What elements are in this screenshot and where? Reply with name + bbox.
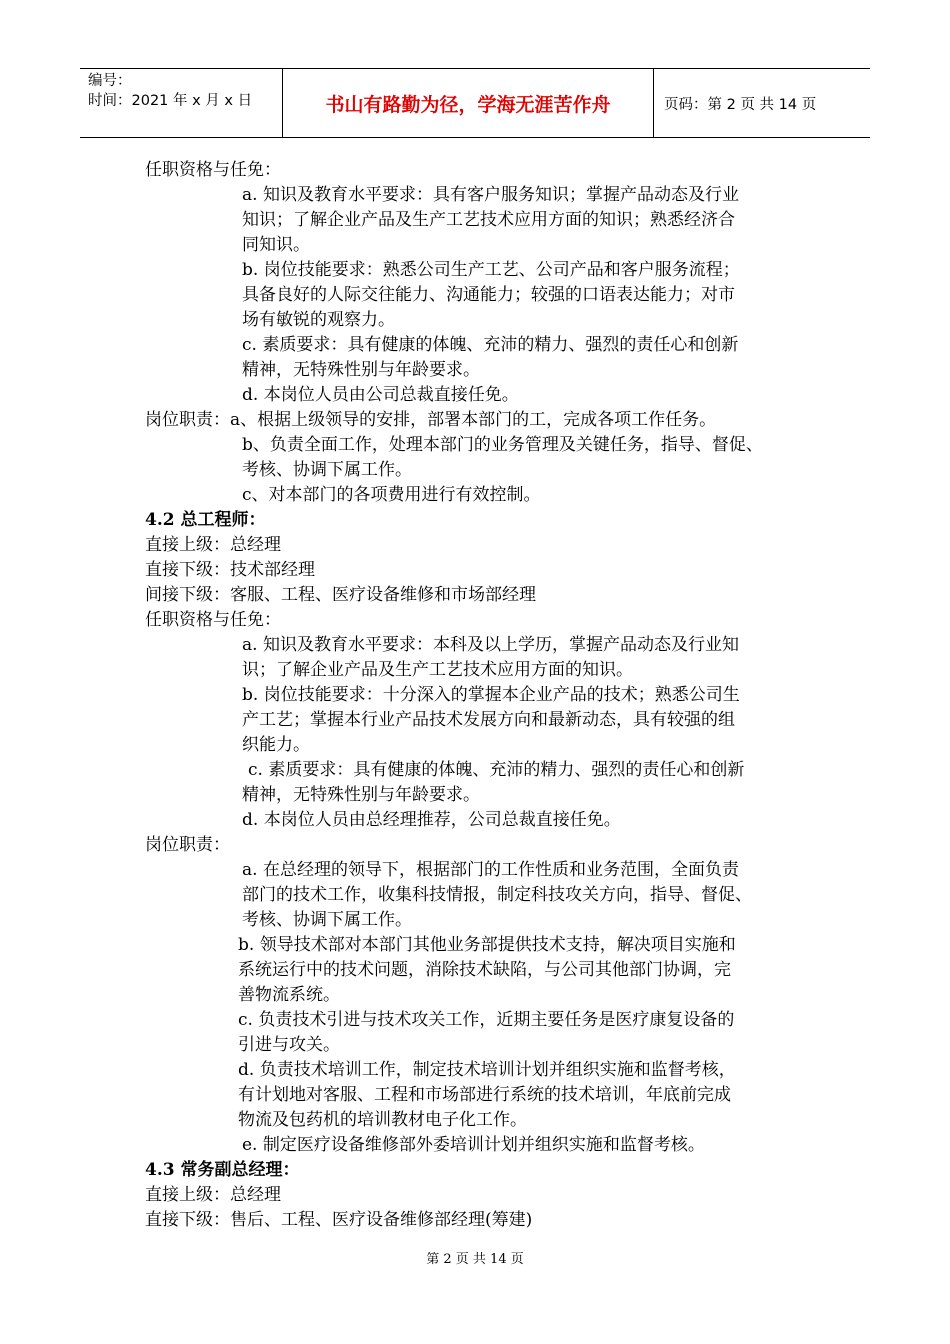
- body-line: 善物流系统。: [238, 985, 340, 1005]
- body-line: 直接上级：总经理: [145, 535, 281, 555]
- body-line: 精神，无特殊性别与年龄要求。: [242, 360, 480, 380]
- header-page-info: 页码：第 2 页 共 14 页: [664, 96, 817, 113]
- body-line: a. 知识及教育水平要求：本科及以上学历，掌握产品动态及行业知: [242, 635, 739, 655]
- body-line: 产工艺；掌握本行业产品技术发展方向和最新动态，具有较强的组: [242, 710, 735, 730]
- body-line: 识；了解企业产品及生产工艺技术应用方面的知识。: [242, 660, 633, 680]
- body-line: d. 本岗位人员由总经理推荐，公司总裁直接任免。: [242, 810, 621, 830]
- body-line: b. 岗位技能要求：十分深入的掌握本企业产品的技术；熟悉公司生: [242, 685, 740, 705]
- body-line: c. 素质要求：具有健康的体魄、充沛的精力、强烈的责任心和创新: [242, 335, 739, 355]
- page-footer: 第 2 页 共 14 页: [426, 1252, 524, 1267]
- body-line: 岗位职责：a、根据上级领导的安排，部署本部门的工，完成各项工作任务。: [145, 410, 717, 430]
- section-heading: 任职资格与任免：: [145, 160, 281, 180]
- body-line: 有计划地对客服、工程和市场部进行系统的技术培训，年底前完成: [238, 1085, 731, 1105]
- body-line: 织能力。: [242, 735, 310, 755]
- document-number-label: 编号：: [88, 73, 132, 89]
- body-line: a. 知识及教育水平要求：具有客户服务知识；掌握产品动态及行业: [242, 185, 739, 205]
- body-line: 同知识。: [242, 235, 310, 255]
- body-line: 引进与攻关。: [238, 1035, 340, 1055]
- body-line: 场有敏锐的观察力。: [242, 310, 395, 330]
- body-line: 考核、协调下属工作。: [242, 910, 412, 930]
- body-line: 系统运行中的技术问题，消除技术缺陷，与公司其他部门协调，完: [238, 960, 731, 980]
- page-header: [80, 68, 870, 138]
- body-line: e. 制定医疗设备维修部外委培训计划并组织实施和监督考核。: [242, 1135, 705, 1155]
- body-line: 直接上级：总经理: [145, 1185, 281, 1205]
- section-heading: 4.3 常务副总经理：: [145, 1160, 300, 1180]
- body-line: 直接下级：技术部经理: [145, 560, 315, 580]
- body-line: d. 负责技术培训工作，制定技术培训计划并组织实施和监督考核，: [238, 1060, 736, 1080]
- body-line: 物流及包药机的培训教材电子化工作。: [238, 1110, 527, 1130]
- body-line: c. 负责技术引进与技术攻关工作，近期主要任务是医疗康复设备的: [238, 1010, 735, 1030]
- body-line: c、对本部门的各项费用进行有效控制。: [242, 485, 541, 505]
- header-motto: 书山有路勤为径，学海无涯苦作舟: [283, 69, 654, 137]
- body-line: b. 岗位技能要求：熟悉公司生产工艺、公司产品和客户服务流程；: [242, 260, 740, 280]
- body-line: 知识；了解企业产品及生产工艺技术应用方面的知识；熟悉经济合: [242, 210, 735, 230]
- section-heading: 4.2 总工程师：: [145, 510, 266, 530]
- body-line: b. 领导技术部对本部门其他业务部提供技术支持，解决项目实施和: [238, 935, 736, 955]
- section-heading: 岗位职责：: [145, 835, 230, 855]
- body-line: a. 在总经理的领导下，根据部门的工作性质和业务范围，全面负责: [242, 860, 739, 880]
- document-date: 时间：2021 年 x 月 x 日: [88, 93, 253, 109]
- body-line: 部门的技术工作，收集科技情报，制定科技攻关方向，指导、督促、: [242, 885, 752, 905]
- body-line: 考核、协调下属工作。: [242, 460, 412, 480]
- body-line: 间接下级：客服、工程、医疗设备维修和市场部经理: [145, 585, 536, 605]
- body-line: d. 本岗位人员由公司总裁直接任免。: [242, 385, 519, 405]
- header-left-cell: [80, 69, 283, 137]
- body-line: c. 素质要求：具有健康的体魄、充沛的精力、强烈的责任心和创新: [248, 760, 745, 780]
- section-heading: 任职资格与任免：: [145, 610, 281, 630]
- body-line: b、负责全面工作，处理本部门的业务管理及关键任务，指导、督促、: [242, 435, 763, 455]
- body-line: 精神，无特殊性别与年龄要求。: [242, 785, 480, 805]
- body-line: 直接下级：售后、工程、医疗设备维修部经理(筹建): [145, 1210, 533, 1230]
- body-line: 具备良好的人际交往能力、沟通能力；较强的口语表达能力；对市: [242, 285, 735, 305]
